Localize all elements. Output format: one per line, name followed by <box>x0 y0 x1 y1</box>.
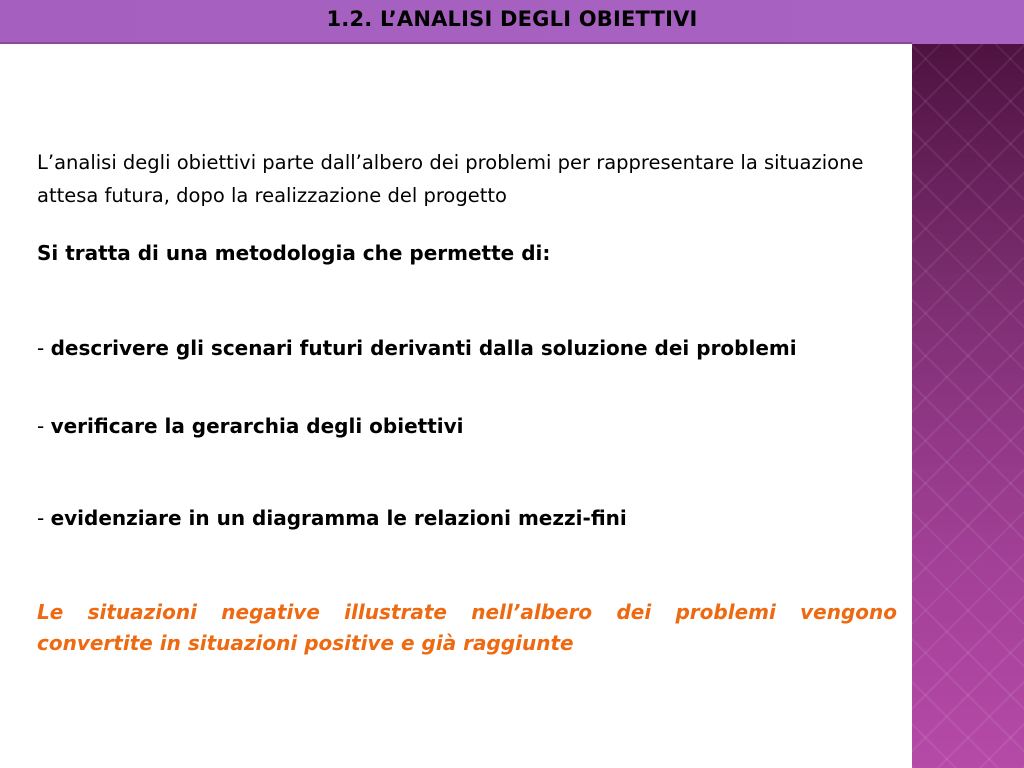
title-bar-divider <box>0 42 912 44</box>
decorative-side-panel <box>912 44 1024 768</box>
bullet-item <box>37 414 464 438</box>
bullet-item <box>37 336 797 360</box>
bullet-text: verificare la gerarchia degli obiettivi <box>50 414 464 438</box>
bullet-text: descrivere gli scenari futuri derivanti dalla soluzione dei problemi <box>50 336 797 360</box>
slide-title: 1.2. L’ANALISI DEGLI OBIETTIVI <box>326 7 698 31</box>
bullet-dash: - <box>37 414 51 438</box>
intro-block <box>37 146 897 212</box>
bullet-dash: - <box>37 506 51 530</box>
highlight-note: Le situazioni negative illustrate nell’albero dei problemi vengono convertite in situazioni positive e già raggiunte <box>37 600 897 655</box>
lead-sentence: Si tratta di una metodologia che permette di: <box>37 241 551 265</box>
bullet-dash: - <box>37 336 51 360</box>
intro-paragraph: L’analisi degli obiettivi parte dall’albero dei problemi per rappresentare la situazione attesa futura, dopo la realizzazione del progetto <box>37 151 864 207</box>
bullet-text: evidenziare in un diagramma le relazioni mezzi-fini <box>50 506 627 530</box>
bullet-item <box>37 506 627 530</box>
